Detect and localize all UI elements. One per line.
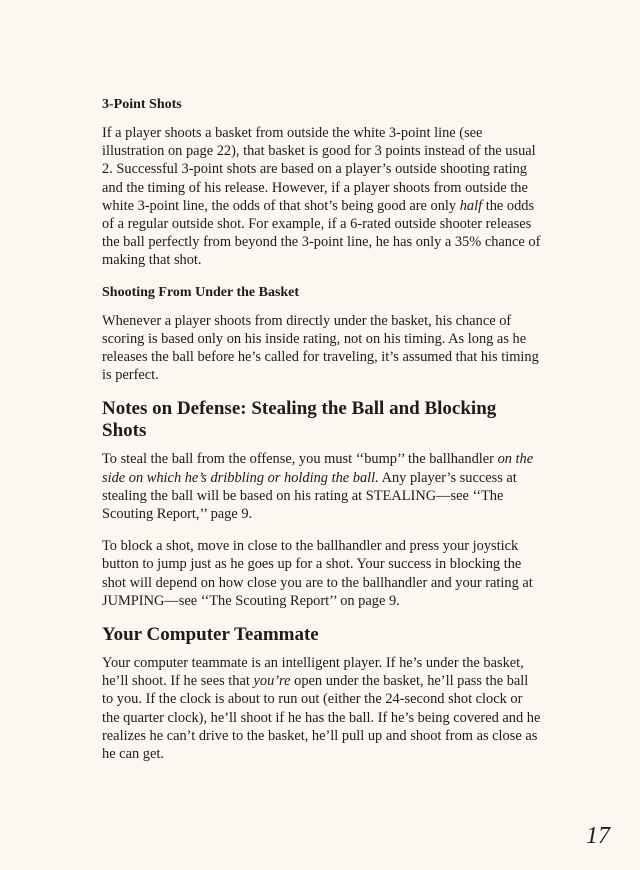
defense-p1-end: Any player’s success at stealing the ball will be based on his rating at STEALING—see ‘‘The Scouting Report,’’ page 9. <box>102 469 517 523</box>
defense-blocking-text: To block a shot, move in close to the ballhandler and press your joystick button to jump just as he goes up for a shot. Your success in blocking the shot will depend on how close you are to the ballhandler and your rating at JUMPING—see ‘‘The Scouting Report’’ on page 9. <box>102 538 533 609</box>
teammate-text-emphasis: you’re <box>253 673 291 690</box>
page-content <box>102 96 542 763</box>
three-point-text-part1: If a player shoots a basket from outside the white 3-point line (see illustration on page 22), that basket is good for 3 points instead of the usual 2. Successful 3-point shots are based on a player’s outside shooting rating and the timing of his release. However, if a player shoots from outside the white 3-point line, the odds of that shot’s being good are only <box>102 125 536 214</box>
page-number: 17 <box>586 823 610 849</box>
three-point-shots-text <box>102 124 542 270</box>
under-basket-text: Whenever a player shoots from directly under the basket, his chance of scoring is based only on his inside rating, not on his timing. As long as he releases the ball before he’s called for traveling, it’s assumed that his timing is perfect. <box>102 312 539 384</box>
three-point-text-part2: the odds of a regular outside shot. For example, if a 6-rated outside shooter releases the ball perfectly from beyond the 3-point line, he has only a 35% chance of making that shot. <box>102 197 541 269</box>
defense-p1-emphasis: on the side on which he’s dribbling or holding the ball. <box>102 451 534 486</box>
defense-p1-start: To steal the ball from the offense, you must ‘‘bump’’ the ballhandler <box>102 451 494 468</box>
teammate-text-end: open under the basket, he’ll pass the ball to you. If the clock is about to run out (either the 24-second shot clock or the quarter clock), he’ll shoot if he has the ball. If he’s being covered and he realizes he can’t drive to the basket, he’ll pull up and shoot from as close as he can get. <box>102 673 541 763</box>
under-basket-title: Shooting From Under the Basket <box>102 284 300 300</box>
teammate-text-start: Your computer teammate is an intelligent player. If he’s under the basket, he’ll shoot. If he sees that <box>102 655 524 690</box>
three-point-shots-title: 3-Point Shots <box>102 97 182 112</box>
three-point-text-emphasis: half <box>459 197 483 214</box>
defense-stealing-text <box>102 450 542 523</box>
teammate-heading: Your Computer Teammate <box>102 624 319 646</box>
defense-heading: Notes on Defense: Stealing the Ball and Blocking Shots <box>102 398 497 442</box>
teammate-text <box>102 654 542 763</box>
